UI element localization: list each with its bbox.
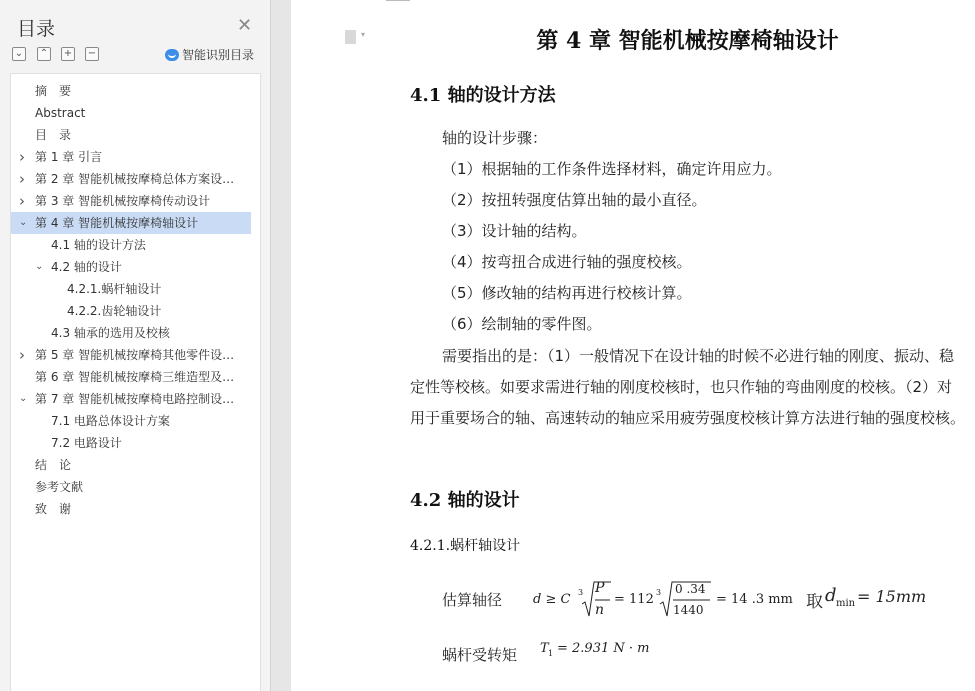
toc-item[interactable] xyxy=(11,498,251,520)
toc-item-label: 4.3 轴承的选用及校核 xyxy=(51,326,170,340)
toc-item[interactable] xyxy=(11,432,251,454)
toc-item-label: 第 1 章 引言 xyxy=(35,150,103,164)
toc-item[interactable] xyxy=(11,476,251,498)
toc-item-label: 4.2 轴的设计 xyxy=(51,260,122,274)
chevron-down-icon[interactable]: ⌄ xyxy=(19,217,28,228)
toc-item-label: 第 6 章 智能机械按摩椅三维造型及… xyxy=(35,370,235,384)
toc-item-label: 第 2 章 智能机械按摩椅总体方案设… xyxy=(35,172,235,186)
toc-item-label: 参考文献 xyxy=(35,480,84,494)
toc-item-label: 7.1 电路总体设计方案 xyxy=(51,414,170,428)
toc-item-label: 4.1 轴的设计方法 xyxy=(51,238,146,252)
formula-lhs: d ≥ C xyxy=(533,592,571,607)
toc-item[interactable] xyxy=(11,322,251,344)
torque-symbol: T xyxy=(540,641,549,656)
toc-sidebar xyxy=(0,0,271,691)
chevron-down-icon[interactable]: ▾ xyxy=(361,30,366,39)
chevron-right-icon[interactable]: › xyxy=(19,170,25,188)
section-heading-4-1: 4.1 轴的设计方法 xyxy=(410,85,556,106)
toc-item[interactable] xyxy=(11,212,251,234)
toc-item[interactable] xyxy=(11,102,251,124)
toc-item-label: 第 7 章 智能机械按摩椅电路控制设… xyxy=(35,392,235,406)
toc-item[interactable] xyxy=(11,190,251,212)
fraction-numerator: P xyxy=(595,580,605,596)
section-heading-4-2-1: 4.2.1.蜗杆轴设计 xyxy=(410,538,521,554)
toc-item[interactable] xyxy=(11,234,251,256)
chevron-right-icon[interactable]: › xyxy=(19,148,25,166)
toc-item-label: 7.2 电路设计 xyxy=(51,436,122,450)
torque-subscript: 1 xyxy=(548,649,554,658)
smart-toc-label: 智能识别目录 xyxy=(182,48,255,62)
collapse-all-icon[interactable]: ⌃ xyxy=(37,47,51,61)
toc-item-label: Abstract xyxy=(35,106,86,120)
toc-item[interactable] xyxy=(11,256,251,278)
dmin-value: = 15mm xyxy=(857,587,927,606)
section-heading-4-2: 4.2 轴的设计 xyxy=(410,490,520,511)
chapter-title: 第 4 章 智能机械按摩椅轴设计 xyxy=(536,28,839,54)
expand-all-icon[interactable]: ⌄ xyxy=(12,47,26,61)
note-paragraph: 需要指出的是：（1）一般情况下在设计轴的时候不必进行轴的刚度、振动、稳定性等校核。如要求需进行轴的刚度校核时，也只作轴的弯曲刚度的校核。（2）对用于重要场合的轴、高速转动的轴应采用疲劳强度校核计算方法进行轴的强度校核。 xyxy=(410,347,966,427)
remove-heading-icon[interactable]: − xyxy=(85,47,99,61)
cube-root-index: 3 xyxy=(578,588,584,597)
design-step: （6）绘制轴的零件图。 xyxy=(442,315,602,333)
toc-item-label: 摘 要 xyxy=(35,84,72,98)
cube-root-index-2: 3 xyxy=(656,588,662,597)
toc-item-label: 第 5 章 智能机械按摩椅其他零件设… xyxy=(35,348,235,362)
dmin-symbol: d xyxy=(825,585,837,606)
add-heading-icon[interactable]: + xyxy=(61,47,75,61)
design-step: （5）修改轴的结构再进行校核计算。 xyxy=(442,284,692,302)
estimate-label: 估算轴径 xyxy=(442,591,503,609)
toc-item-label: 目 录 xyxy=(35,128,72,142)
design-step: （4）按弯扭合成进行轴的强度校核。 xyxy=(442,253,692,271)
toc-list xyxy=(10,73,261,691)
toc-item[interactable] xyxy=(11,410,251,432)
chevron-down-icon[interactable]: ⌄ xyxy=(19,393,28,404)
steps-intro: 轴的设计步骤： xyxy=(442,129,548,147)
toc-item[interactable] xyxy=(11,454,251,476)
toc-item[interactable] xyxy=(11,344,251,366)
toc-item[interactable] xyxy=(11,124,251,146)
toc-item[interactable] xyxy=(11,146,251,168)
chevron-down-icon[interactable]: ⌄ xyxy=(35,261,44,272)
toc-item-label: 第 3 章 智能机械按摩椅传动设计 xyxy=(35,194,211,208)
take-label: 取 xyxy=(806,592,823,612)
toc-item-label: 致 谢 xyxy=(35,502,72,516)
toc-item[interactable] xyxy=(11,168,251,190)
sidebar-title: 目录 xyxy=(17,18,56,40)
design-step: （1）根据轴的工作条件选择材料，确定许用应力。 xyxy=(442,160,782,178)
page-edge xyxy=(386,0,410,5)
toc-item-label: 结 论 xyxy=(35,458,72,472)
toc-item[interactable] xyxy=(11,300,251,322)
formula-result: = 14 .3 mm xyxy=(716,592,793,607)
fraction-denominator-2: 1440 xyxy=(673,603,704,617)
torque-label: 蜗杆受转矩 xyxy=(442,646,518,664)
toc-item[interactable] xyxy=(11,388,251,410)
dmin-subscript: min xyxy=(836,598,856,609)
fraction-denominator: n xyxy=(595,602,605,618)
toc-item-label: 第 4 章 智能机械按摩椅轴设计 xyxy=(35,216,199,230)
toc-item-label: 4.2.1.蜗杆轴设计 xyxy=(67,282,162,296)
toc-item[interactable] xyxy=(11,366,251,388)
close-icon[interactable]: ✕ xyxy=(237,15,253,36)
design-step: （2）按扭转强度估算出轴的最小直径。 xyxy=(442,191,707,209)
chevron-right-icon[interactable]: › xyxy=(19,346,25,364)
fraction-numerator-2: 0 .34 xyxy=(675,582,706,596)
formula-constant: = 112 xyxy=(614,592,654,607)
chevron-right-icon[interactable]: › xyxy=(19,192,25,210)
toc-item-label: 4.2.2.齿轮轴设计 xyxy=(67,304,162,318)
torque-value: = 2.931 N · m xyxy=(557,641,650,656)
toc-item[interactable] xyxy=(11,80,251,102)
toc-item[interactable] xyxy=(11,278,251,300)
design-step: （3）设计轴的结构。 xyxy=(442,222,587,240)
